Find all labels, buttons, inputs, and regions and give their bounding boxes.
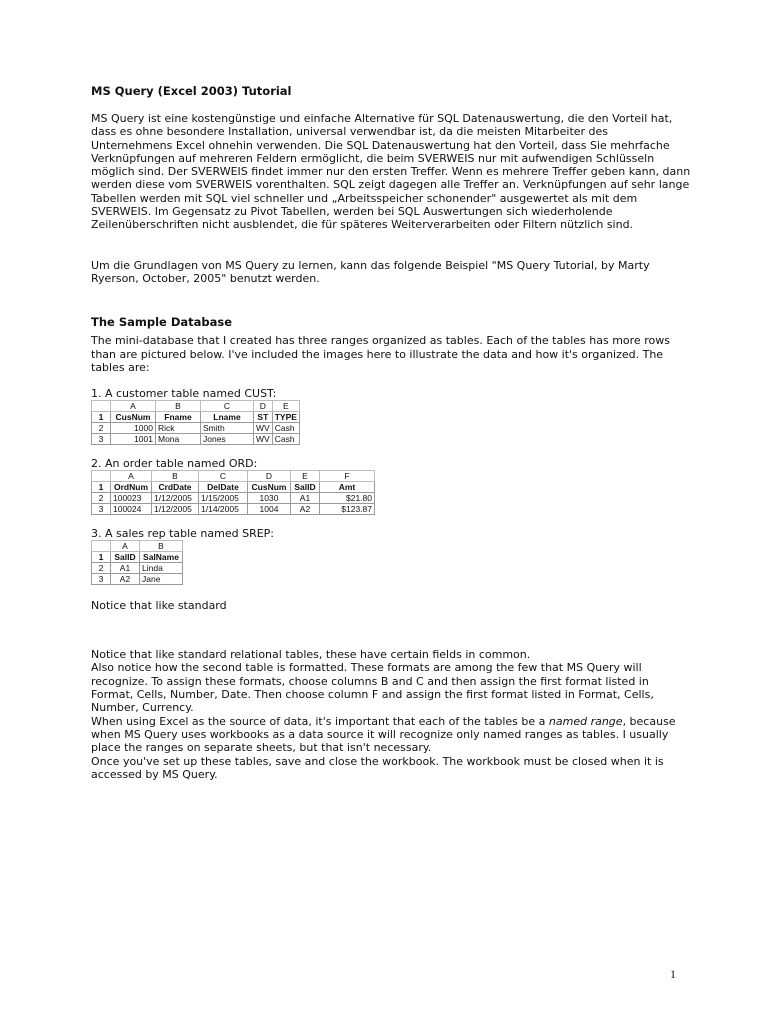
column-letter: D [248, 471, 291, 482]
closing-line-3: When using Excel as the source of data, it's important that each of the tables be a named range, because when MS Query uses workbooks as a data source it will recognize only named ranges as tables. I usually place the ranges on separate sheets, but that isn't necessary. [91, 714, 676, 755]
table-cell: 1001 [111, 434, 156, 445]
row-number: 3 [92, 434, 111, 445]
srep-table [91, 540, 183, 585]
table-cell: Cash [272, 434, 299, 445]
table-cell: WV [254, 434, 273, 445]
table-cell: Linda [140, 563, 183, 574]
row-number: 1 [92, 552, 111, 563]
table-cell: 1000 [111, 423, 156, 434]
field-header: SalID [111, 552, 140, 563]
table-cell: Mona [156, 434, 201, 445]
field-header: Fname [156, 412, 201, 423]
row-number: 3 [92, 504, 111, 515]
field-header: CrdDate [152, 482, 199, 493]
tutorial-reference-paragraph: Um die Grundlagen von MS Query zu lernen, kann das folgende Beispiel "MS Query Tutorial, by Marty Ryerson, October, 2005" benutzt werden. [91, 258, 650, 285]
table-cell: 100024 [111, 504, 152, 515]
cust-table-caption: 1. A customer table named CUST: [91, 387, 277, 401]
column-letter: F [320, 471, 375, 482]
table-cell: $123.87 [320, 504, 375, 515]
closing-line-2: Also notice how the second table is formatted. These formats are among the few that MS Query will recognize. To assign these formats, choose columns B and C and then assign the first format listed in Format, Cells, Number, Date. Then choose column F and assign the first format listed in Format, Cells, Number, Currency. [91, 661, 654, 715]
column-letter: C [199, 471, 248, 482]
page-title: MS Query (Excel 2003) Tutorial [91, 84, 292, 98]
field-header: ST [254, 412, 273, 423]
column-letter: A [111, 471, 152, 482]
column-letter: B [140, 541, 183, 552]
table-cell: A2 [111, 574, 140, 585]
row-number: 3 [92, 574, 111, 585]
table-cell: Smith [201, 423, 254, 434]
field-header: DelDate [199, 482, 248, 493]
field-header: SalName [140, 552, 183, 563]
field-header: Amt [320, 482, 375, 493]
field-header: CusNum [248, 482, 291, 493]
column-letter: B [156, 401, 201, 412]
table-cell: Jane [140, 574, 183, 585]
closing-paragraphs [91, 648, 691, 781]
table-cell: 1/12/2005 [152, 504, 199, 515]
row-number: 2 [92, 423, 111, 434]
table-cell: A1 [111, 563, 140, 574]
table-cell: 1/14/2005 [199, 504, 248, 515]
section-title: The Sample Database [91, 315, 233, 330]
row-number: 1 [92, 412, 111, 423]
table-cell: 1/12/2005 [152, 493, 199, 504]
section-intro-paragraph: The mini-database that I created has three ranges organized as tables. Each of the tables has more rows than are pictured below. I've included the images here to illustrate the data and how it's organized. The tables are: [91, 334, 670, 374]
intro-paragraph: MS Query ist eine kostengünstige und einfache Alternative für SQL Datenauswertung, die den Vorteil hat, dass es ohne besondere Installation, universal verwendbar ist, da die meisten Mitarbeiter des Unternehmens Excel ohnehin verwenden. Die SQL Datenauswertung hat den Vorteil, dass Sie mehrfache Verknüpfungen auf mehreren Feldern ermöglicht, die beim SVERWEIS nur mit aufwendigen Schlüsseln möglich sind. Der SVERWEIS findet immer nur den ersten Treffer. Wenn es mehrere Treffer geben kann, dann werden diese vom SVERWEIS vorenthalten. SQL zeigt dagegen alle Treffer an. Verknüpfungen auf sehr lange Tabellen werden mit SQL viel schneller und „Arbeitsspeicher schonender" ausgewertet als mit dem SVERWEIS. Im Gegensatz zu Pivot Tabellen, werden bei SQL Auswertungen sich wiederholende Zeilenüberschriften nicht ausblendet, die für späteres Weiterverarbeiten oder Filtern nützlich sind. [91, 112, 691, 232]
table-cell: Cash [272, 423, 299, 434]
row-number: 2 [92, 563, 111, 574]
column-letter: C [201, 401, 254, 412]
closing-line-4: Once you've set up these tables, save and close the workbook. The workbook must be closed when it is accessed by MS Query. [91, 754, 664, 781]
ord-table [91, 470, 375, 515]
table-cell: $21.80 [320, 493, 375, 504]
row-number: 2 [92, 493, 111, 504]
column-letter: A [111, 541, 140, 552]
closing-line-1: Notice that like standard relational tables, these have certain fields in common. [91, 648, 531, 662]
table-cell: 1/15/2005 [199, 493, 248, 504]
table-cell: A1 [291, 493, 320, 504]
field-header: OrdNum [111, 482, 152, 493]
table-cell: WV [254, 423, 273, 434]
named-range-emphasis: named range [548, 714, 623, 728]
field-header: SalID [291, 482, 320, 493]
table-cell: Jones [201, 434, 254, 445]
column-letter: E [291, 471, 320, 482]
table-cell: A2 [291, 504, 320, 515]
ord-table-caption: 2. An order table named ORD: [91, 457, 258, 471]
field-header: TYPE [272, 412, 299, 423]
table-cell: 1004 [248, 504, 291, 515]
cust-table [91, 400, 300, 445]
document-page [91, 84, 691, 781]
srep-table-caption: 3. A sales rep table named SREP: [91, 527, 275, 541]
column-letter: B [152, 471, 199, 482]
column-letter: E [272, 401, 299, 412]
table-cell: 1030 [248, 493, 291, 504]
page-number: 1 [670, 967, 676, 981]
table-cell: 100023 [111, 493, 152, 504]
notice-fragment: Notice that like standard [91, 599, 227, 613]
field-header: CusNum [111, 412, 156, 423]
field-header: Lname [201, 412, 254, 423]
row-number: 1 [92, 482, 111, 493]
column-letter: A [111, 401, 156, 412]
table-cell: Rick [156, 423, 201, 434]
column-letter: D [254, 401, 273, 412]
